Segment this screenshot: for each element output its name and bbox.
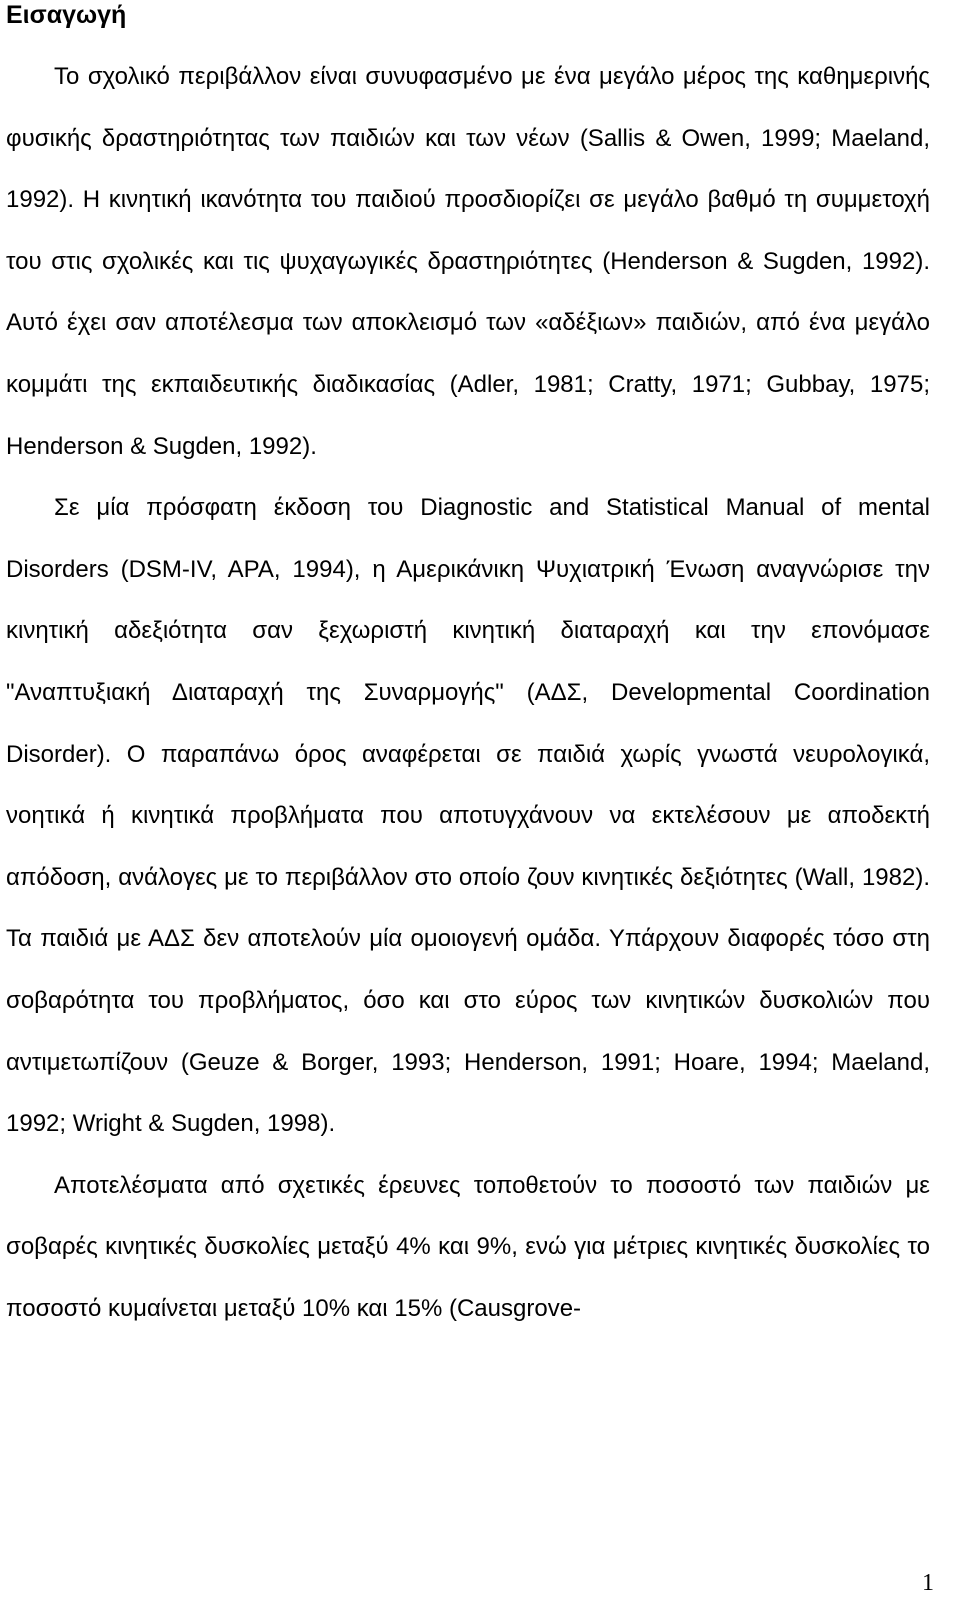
paragraph-3: Αποτελέσματα από σχετικές έρευνες τοποθετούν το ποσοστό των παιδιών με σοβαρές κινητικές δυσκολίες μεταξύ 4% και 9%, ενώ για μέτριες κινητικές δυσκολίες το ποσοστό κυμαίνεται μεταξύ 10% και 15% (Causgrove- bbox=[6, 1171, 930, 1322]
body-text bbox=[6, 46, 930, 1339]
paragraph-2: Σε μία πρόσφατη έκδοση του Diagnostic and Statistical Manual of mental Disorders (DSM-IV, APA, 1994), η Αμερικάνικη Ψυχιατρική Ένωση αναγνώρισε την κινητική αδεξιότητα σαν ξεχωριστή κινητική διαταραχή και την επονόμασε "Αναπτυξιακή Διαταραχή της Συναρμογής" (ΑΔΣ, Developmental Coordination Disorder). Ο παραπάνω όρος αναφέρεται σε παιδιά χωρίς γνωστά νευρολογικά, νοητικά ή κινητικά προβλήματα που αποτυγχάνουν να εκτελέσουν με αποδεκτή απόδοση, ανάλογες με το περιβάλλον στο οποίο ζουν κινητικές δεξιότητες (Wall, 1982). Τα παιδιά με ΑΔΣ δεν αποτελούν μία ομοιογενή ομάδα. Υπάρχουν διαφορές τόσο στη σοβαρότητα του προβλήματος, όσο και στο εύρος των κινητικών δυσκολιών που αντιμετωπίζουν (Geuze & Borger, 1993; Henderson, 1991; Hoare, 1994; Maeland, 1992; Wright & Sugden, 1998). bbox=[6, 494, 930, 1138]
section-heading: Εισαγωγή bbox=[6, 1, 127, 29]
paragraph-1: Το σχολικό περιβάλλον είναι συνυφασμένο με ένα μεγάλο μέρος της καθημερινής φυσικής δραστηριότητας των παιδιών και των νέων (Sallis & Owen, 1999; Maeland, 1992). Η κινητική ικανότητα του παιδιού προσδιορίζει σε μεγάλο βαθμό τη συμμετοχή του στις σχολικές και τις ψυχαγωγικές δραστηριότητες (Henderson & Sugden, 1992). Αυτό έχει σαν αποτέλεσμα των αποκλεισμό των «αδέξιων» παιδιών, από ένα μεγάλο κομμάτι της εκπαιδευτικής διαδικασίας (Adler, 1981; Cratty, 1971; Gubbay, 1975; Henderson & Sugden, 1992). bbox=[6, 63, 930, 460]
page-number: 1 bbox=[922, 1570, 934, 1596]
